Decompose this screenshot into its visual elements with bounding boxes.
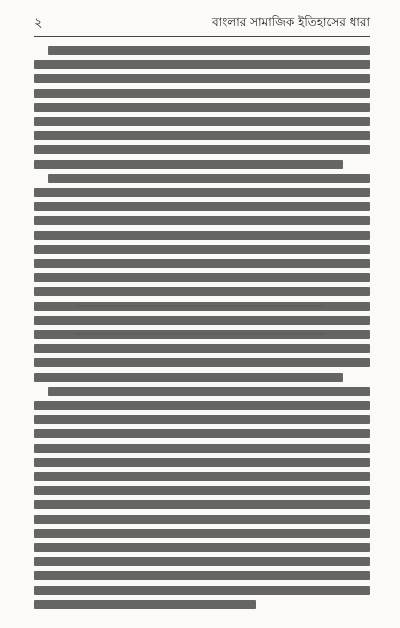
text-line [48,46,370,55]
text-line [34,131,370,140]
text-line [34,316,370,325]
text-line [34,245,370,254]
text-line [34,60,370,69]
text-line [48,174,370,183]
text-line [34,74,370,83]
text-line [34,600,256,609]
body-text [34,44,370,614]
text-line [34,429,370,438]
text-line [34,103,370,112]
text-line [34,273,370,282]
text-line [34,500,370,509]
text-line [34,188,370,197]
text-line [34,401,370,410]
text-line [34,373,343,382]
text-line [34,330,370,339]
text-line [34,344,370,353]
text-line [34,287,370,296]
running-head [34,14,370,34]
text-line [34,259,370,268]
text-line [34,231,370,240]
text-line [34,89,370,98]
text-line [48,387,370,396]
text-line [34,557,370,566]
text-line [34,444,370,453]
text-line [34,358,370,367]
text-line [34,515,370,524]
text-line [34,415,370,424]
text-line [34,302,370,311]
text-line [34,543,370,552]
text-line [34,458,370,467]
text-line [34,216,370,225]
text-line [34,145,370,154]
text-line [34,472,370,481]
running-head-title: বাংলার সামাজিক ইতিহাসের ধারা [211,15,370,29]
header-rule [34,36,370,37]
text-line [34,202,370,211]
text-line [34,586,370,595]
text-line [34,571,370,580]
text-line [34,486,370,495]
text-line [34,160,343,169]
text-line [34,117,370,126]
text-line [34,529,370,538]
page-number: ২ [34,15,43,31]
